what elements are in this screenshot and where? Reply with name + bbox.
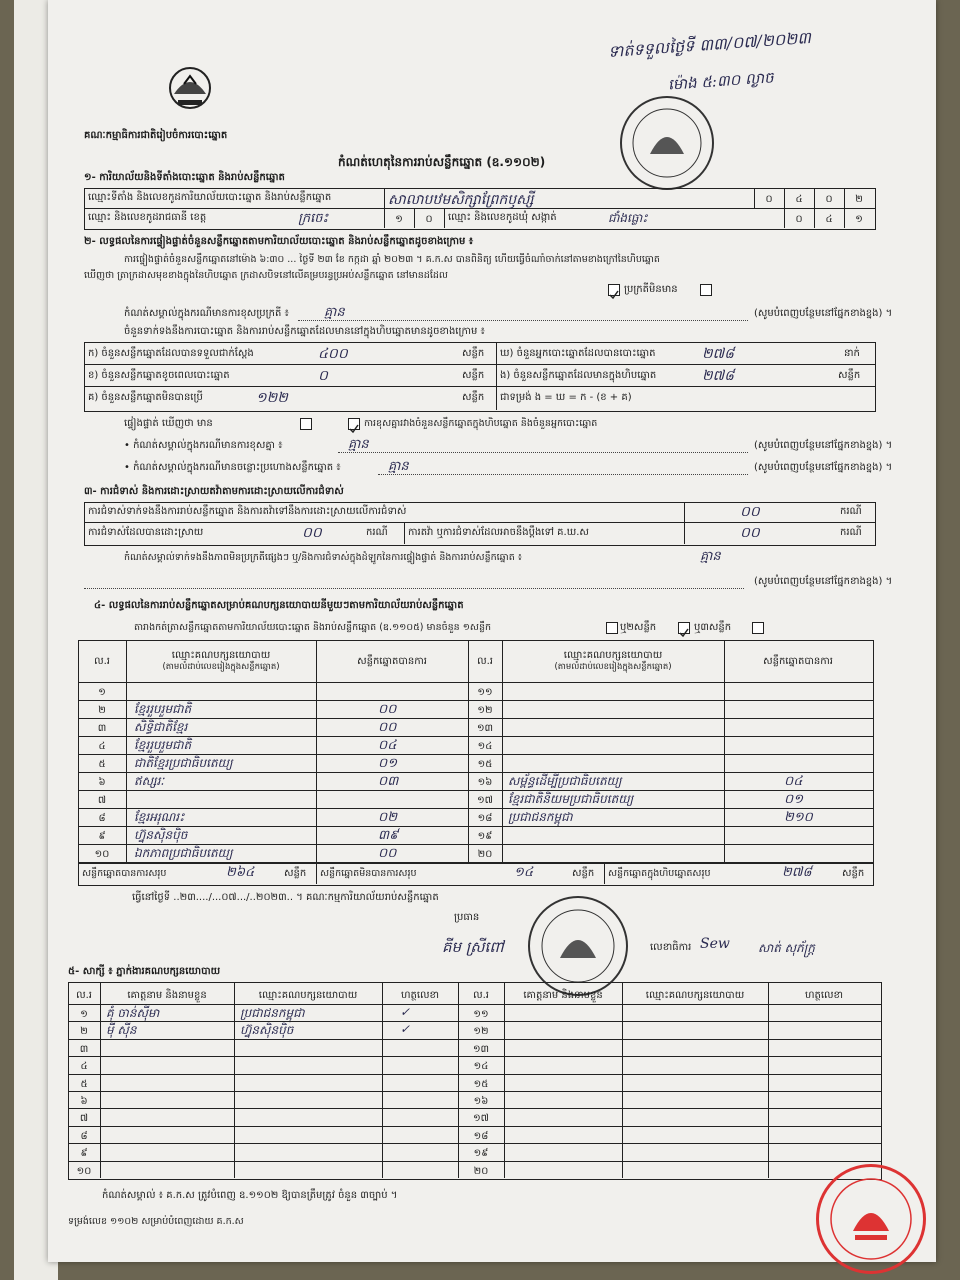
location-code-digit: ០ (825, 194, 833, 205)
mismatch-yes-checkbox[interactable] (300, 418, 312, 430)
result-row-votes: ០០ (378, 846, 397, 861)
result-row-votes: ០៤ (378, 738, 397, 753)
count-a-value: ៤០០ (318, 346, 348, 362)
result-row-votes: ០២ (378, 810, 398, 825)
result-row-no: ៧ (97, 795, 107, 806)
witness-col-party-left: ឈ្មោះគណបក្សនយោបាយ (258, 990, 358, 1001)
section4-intro: តារាងកត់ត្រាសន្លឹកឆ្នោតតាមការិយាល័យបោះឆ្នោត និងរាប់សន្លឹកឆ្នោត (ឧ.១១០៥) មានចំនួន ១សន្លឹក (134, 622, 492, 633)
not-intact-checkbox[interactable] (700, 284, 712, 296)
witness-col-no-left: ល.រ (76, 990, 92, 1001)
col-party-left: ឈ្មោះគណបក្សនយោបាយ (171, 650, 271, 661)
result-row-party: ខ្មែររួបរួមជាតិ (134, 702, 192, 716)
count-b-unit: សន្លឹក (462, 370, 485, 381)
nec-emblem-icon (164, 64, 216, 114)
witness-row-signature: ✓ (400, 1022, 411, 1036)
count-c-value: ១២២ (256, 390, 288, 406)
total-invalid-label: សន្លឹកឆ្នោតមិនបានការសរុប (320, 868, 417, 879)
count-e-value: ២៧៨ (702, 368, 734, 384)
count-a-label: ក) ចំនួនសន្លឹកឆ្នោតដែលបានទទួលជាក់ស្តែង (88, 348, 254, 359)
result-row-no: ១៤ (477, 741, 493, 752)
result-row-no: ១៣ (476, 723, 494, 734)
total-box-unit: សន្លឹក (842, 868, 865, 879)
bullet2-hint: (សូមបំពេញបន្ថែមនៅផ្នែកខាងខ្នង) ។ (754, 462, 893, 473)
committee-name: គណៈកម្មាធិការជាតិរៀបចំការបោះឆ្នោត (84, 130, 228, 141)
result-row-votes: ០១ (378, 756, 398, 771)
location-code-digit: ០ (765, 194, 773, 205)
seal-note-hint: (សូមបំពេញបន្ថែមនៅផ្នែកខាងខ្នង) ។ (754, 308, 893, 319)
col-no-left: ល.រ (94, 656, 110, 667)
count-d-value: ២៧៨ (702, 346, 734, 362)
witness-row-no: ៨ (80, 1131, 88, 1142)
count-c-unit: សន្លឹក (462, 392, 485, 403)
option-three-sheets: ឬ៣សន្លឹក (694, 622, 732, 633)
witness-row-no: ១៧ (473, 1113, 489, 1124)
witness-row-no: ១២ (473, 1026, 489, 1037)
bullet1-label: • កំណត់សម្គាល់ក្នុងករណីមានការខុសគ្នា ៖ (124, 440, 283, 451)
witness-row-no: ២ (80, 1026, 88, 1037)
province-code-digit: ១ (395, 214, 403, 225)
page-title: កំណត់ហេតុនៃការរាប់សន្លឹកឆ្នោត (ឧ.១១០២) (338, 155, 546, 169)
witness-row-no: ១៦ (473, 1096, 489, 1107)
location-code-digit: ២ (855, 194, 863, 205)
witness-row-no: ១០ (76, 1166, 92, 1177)
result-row-votes: ០៣ (378, 774, 399, 789)
col-no-right: ល.រ (477, 656, 493, 667)
commune-code-digit: ១ (855, 214, 863, 225)
province-value: ក្រចេះ (298, 211, 329, 226)
witness-row-no: ១៨ (473, 1131, 489, 1142)
objection-row1-label: ការជំទាស់ទាក់ទងនឹងការរាប់សន្លឹកឆ្នោត និងការតវ៉ាទៅនឹងការដោះស្រាយលើការជំទាស់ (88, 506, 407, 517)
result-row-no: ១៧ (477, 795, 493, 806)
result-row-party: ប្រជាជនកម្ពុជា (508, 810, 573, 824)
objection-row2-unit: ករណី (366, 527, 388, 538)
objection-row2-value: ០០ (302, 525, 322, 541)
result-row-no: ១១ (477, 687, 493, 698)
commune-label: ឈ្មោះ និងលេខកូដឃុំ សង្កាត់ (448, 212, 557, 223)
witness-row-no: ៧ (79, 1113, 89, 1124)
result-row-party: ខ្មែរអរុណរះ (134, 810, 185, 824)
result-row-votes: ០៤ (784, 774, 803, 789)
witness-row-no: ២០ (473, 1166, 489, 1177)
total-valid-label: សន្លឹកឆ្នោតបានការសរុប (82, 868, 167, 879)
witness-col-name-right: គោត្តនាម និងនាមខ្លួន (523, 990, 603, 1001)
mismatch-no-checkbox[interactable] (348, 418, 360, 430)
result-row-no: ១៦ (477, 777, 493, 788)
result-row-party: សិទ្ធិជាតិខ្មែរ (134, 720, 188, 734)
count-e-unit: សន្លឹក (838, 370, 861, 381)
section2-para1: ការផ្ទៀងផ្ទាត់ចំនួនសន្លឹកឆ្នោតនៅម៉ោង ៦:៣០ ... ថ្ងៃទី ២៣ ខែ កក្កដា ឆ្នាំ ២០២៣ ។ គ.ក.ស បានពិនិត្យ ហើយធ្វើចំណាំចាក់នៅតាមខាងក្រៅនៃហិបឆ្នោត (124, 254, 660, 265)
total-invalid-value: ១៤ (514, 865, 534, 880)
result-row-party: ខ្មែររួបរួមជាតិ (134, 738, 192, 752)
result-row-votes: ០០ (378, 720, 397, 735)
result-row-no: ១២ (477, 705, 493, 716)
location-label: ឈ្មោះទីតាំង និងលេខកូដការិយាល័យបោះឆ្នោត និងរាប់សន្លឹកឆ្នោត (88, 192, 332, 203)
objection-row2-label: ការជំទាស់ដែលបានដោះស្រាយ (88, 527, 204, 538)
section2-heading: ២- លទ្ធផលនៃការផ្ទៀងផ្ទាត់ចំនួនសន្លឹកឆ្នោតតាមការិយាល័យបោះឆ្នោត និងរាប់សន្លឹកឆ្នោតដូចខាងក្រោម ៖ (84, 236, 474, 247)
section3-heading: ៣- ការជំទាស់ និងការដោះស្រាយតវ៉ាតាមការដោះស្រាយលើការជំទាស់ (84, 486, 344, 497)
section3-note-value: គ្មាន (700, 549, 721, 564)
objection-row3-value: ០០ (740, 525, 760, 541)
three-sheets-checkbox[interactable] (752, 622, 764, 634)
section1-heading: ១- ការិយាល័យនិងទីតាំងបោះឆ្នោត និងរាប់សន្លឹកឆ្នោត (84, 172, 285, 183)
section3-note-label: កំណត់សម្គាល់ទាក់ទងនឹងភាពមិនប្រក្រតីផ្សេងៗ ឬ/និងការជំទាស់ក្នុងដំឡូកនៃការផ្ទៀងផ្ទាត់ និងការរាប់សន្លឹកឆ្នោត ៖ (124, 552, 522, 563)
seal-note-value: គ្មាន (324, 305, 345, 320)
location-value: សាលាបឋមសិក្សាព្រែកឫស្សី (388, 192, 534, 208)
province-label: ឈ្មោះ និងលេខកូដរាជធានី ខេត្ត (88, 212, 207, 223)
count-c-label: គ) ចំនួនសន្លឹកឆ្នោតមិនបានប្រើ (88, 392, 203, 403)
secretary-label: លេខាធិការ (650, 942, 692, 953)
province-code-digit: ០ (425, 214, 433, 225)
form-number: ទម្រង់លេខ ១១០២ សម្រាប់បំពេញដោយ គ.ក.ស (68, 1216, 244, 1227)
section4-heading: ៤- លទ្ធផលនៃការរាប់សន្លឹកឆ្នោតសម្រាប់គណបក្សនយោបាយនីមួយៗតាមការិយាល័យរាប់សន្លឹកឆ្នោត (94, 600, 464, 611)
result-row-no: ១៨ (477, 813, 493, 824)
result-row-party: ឥស្សរៈ (134, 774, 165, 788)
result-row-votes: ៣៩ (378, 828, 399, 843)
witness-row-no: ៤ (80, 1061, 88, 1072)
result-row-party: ហ្វ៊ុនស៊ិនប៉ិច (134, 828, 188, 842)
option-two-sheets: ឬ២សន្លឹក (620, 622, 657, 633)
commune-value: ជាំងធ្លោះ (608, 211, 648, 225)
witness-row-no: ១ (80, 1009, 88, 1020)
result-row-no: ៦ (98, 777, 106, 788)
commune-code-digit: ៤ (825, 214, 833, 225)
count-b-label: ខ) ចំនួនសន្លឹកឆ្នោតខូចពេលបោះឆ្នោត (88, 370, 230, 381)
result-row-votes: ០០ (378, 702, 397, 717)
count-formula: ជាទម្រង់ ង = ឃ = ក - (ខ + គ) (500, 392, 632, 403)
count-d-unit: នាក់ (844, 348, 860, 359)
witness-row-party: ប្រជាជនកម្ពុជា (240, 1006, 305, 1020)
intact-label: ប្រក្រតីមិនមាន (624, 284, 678, 295)
section3-hint: (សូមបំពេញបន្ថែមនៅផ្នែកខាងខ្នង) ។ (754, 576, 893, 587)
total-valid-unit: សន្លឹក (284, 868, 307, 879)
bullet1-value: គ្មាន (348, 437, 369, 452)
red-official-stamp (816, 1164, 926, 1274)
chair-signature: គីម ស្រីពៅ (442, 938, 504, 956)
total-valid-value: ២៦៤ (226, 865, 255, 880)
witness-row-party: ហ្វ៊ុនស៊ិនប៉ិច (240, 1023, 294, 1037)
count-e-label: ង) ចំនួនសន្លឹកឆ្នោតដែលមានក្នុងហិបឆ្នោត (500, 370, 657, 381)
col-party-right: ឈ្មោះគណបក្សនយោបាយ (563, 650, 663, 661)
result-row-no: ៥ (98, 759, 106, 770)
witness-col-name-left: គោត្តនាម និងនាមខ្លួន (127, 990, 207, 1001)
witness-row-no: ៩ (80, 1148, 88, 1159)
col-votes-right: សន្លឹកឆ្នោតបានការ (763, 656, 833, 667)
match-text: ការខុសគ្នារវាងចំនួនសន្លឹកឆ្នោតក្នុងហិបឆ្នោត និងចំនួនអ្នកបោះឆ្នោត (364, 418, 598, 429)
items-intro: ចំនួនទាក់ទងនឹងការបោះឆ្នោត និងការរាប់សន្លឹកឆ្នោតដែលមាននៅក្នុងហិបឆ្នោតមានដូចខាងក្រោម ៖ (124, 326, 485, 337)
witness-row-name: ម៉ី ស៊ីន (106, 1023, 137, 1037)
total-box-value: ២៧៨ (782, 865, 812, 880)
bullet1-hint: (សូមបំពេញបន្ថែមនៅផ្នែកខាងខ្នង) ។ (754, 440, 893, 451)
result-row-no: ១៩ (477, 831, 493, 842)
total-box-label: សន្លឹកឆ្នោតក្នុងហិបឆ្នោតសរុប (608, 868, 711, 879)
result-row-no: ១៥ (477, 759, 493, 770)
result-row-no: ១ (98, 687, 106, 698)
witness-col-sign-right: ហត្ថលេខា (804, 990, 844, 1001)
witness-row-no: ៣ (79, 1044, 89, 1055)
total-invalid-unit: សន្លឹក (572, 868, 595, 879)
count-a-unit: សន្លឹក (462, 348, 485, 359)
result-row-no: ២ (98, 705, 106, 716)
intact-checkbox[interactable] (608, 284, 620, 296)
result-row-votes: ២១០ (784, 810, 813, 825)
witness-col-sign-left: ហត្ថលេខា (400, 990, 440, 1001)
witness-row-no: ១៩ (473, 1148, 489, 1159)
objection-row3-unit: ករណី (840, 527, 862, 538)
bullet2-value: គ្មាន (388, 459, 409, 474)
witness-row-no: ១៣ (472, 1044, 490, 1055)
result-row-no: ៩ (98, 831, 106, 842)
objection-row1-unit: ករណី (840, 506, 862, 517)
objection-row1-value: ០០ (740, 504, 760, 520)
witness-row-no: ១៥ (473, 1079, 489, 1090)
result-row-no: ៣ (97, 723, 107, 734)
location-code-digit: ៤ (795, 194, 803, 205)
witness-row-no: ១៤ (473, 1061, 489, 1072)
section2-para2: ឃើញថា ត្រាក្រដាសមុខខាងក្នុងនៃហិបឆ្នោត ក្រដាសបិទនៅលើគម្របរន្ធប្រអប់សន្លឹកឆ្នោត នៅមានដដែល (84, 270, 448, 281)
one-sheet-checkbox[interactable] (606, 622, 618, 634)
witness-row-signature: ✓ (400, 1005, 411, 1019)
result-row-party: សម្ព័ន្ធដើម្បីប្រជាធិបតេយ្យ (508, 774, 622, 788)
witness-row-no: ៥ (80, 1079, 88, 1090)
result-row-no: ៨ (98, 813, 106, 824)
count-d-label: ឃ) ចំនួនអ្នកបោះឆ្នោតដែលបានបោះឆ្នោត (500, 348, 656, 359)
result-row-party: ឯកភាពប្រជាធិបតេយ្យ (134, 846, 233, 860)
witness-row-name: គុំ ចាន់ស៊ីមា (106, 1006, 160, 1020)
section5-heading: ៥- សាក្សី ៖ ភ្នាក់ងារគណបក្សនយោបាយ (68, 966, 221, 977)
secretary-name: សាត់ សុភ័ក្ត្រ (758, 941, 815, 955)
document-page (48, 0, 936, 1262)
handwritten-time-note: ម៉ោង ៥:៣០ ល្ងាច (667, 68, 775, 94)
commune-code-digit: ០ (795, 214, 803, 225)
col-party-sub-left: (តាមលំដាប់លេខរៀងក្នុងសន្លឹកឆ្នោត) (162, 662, 280, 672)
objection-row3-label: ការតវ៉ា ឬការជំទាស់ដែលអាចនឹងប្តឹងទៅ គ.ឃ.ស (408, 527, 589, 538)
result-row-votes: ០១ (784, 792, 804, 807)
seal-note-label: កំណត់សម្គាល់ក្នុងករណីមានការខុសប្រក្រតី ៖ (124, 308, 289, 319)
witness-row-no: ១១ (473, 1009, 489, 1020)
chair-label: ប្រធាន (454, 912, 480, 923)
two-sheets-checkbox[interactable] (678, 622, 690, 634)
official-stamp-top (620, 96, 714, 190)
result-row-no: ៤ (98, 741, 106, 752)
witness-col-party-right: ឈ្មោះគណបក្សនយោបាយ (645, 990, 745, 1001)
count-b-value: ០ (318, 368, 328, 384)
result-row-party: ជាតិខ្មែរប្រជាធិបតេយ្យ (134, 756, 233, 770)
result-row-no: ២០ (477, 849, 493, 860)
col-party-sub-right: (តាមលំដាប់លេខរៀងក្នុងសន្លឹកឆ្នោត) (554, 662, 672, 672)
match-label: ផ្ទៀងផ្ទាត់ ឃើញថា មាន (124, 418, 213, 429)
bullet2-label: • កំណត់សម្គាល់ក្នុងករណីមានចន្លោះប្រហោងសន្លឹកឆ្នោត ៖ (124, 462, 341, 473)
signing-date-line: ធ្វើនៅថ្ងៃទី ..២៣..../...០៧.../..២០២៣.. ។ គណៈកម្មការិយាល័យរាប់សន្លឹកឆ្នោត (132, 892, 439, 903)
witness-col-no-right: ល.រ (473, 990, 489, 1001)
witness-row-no: ៦ (80, 1096, 88, 1107)
totals-row (78, 862, 874, 886)
handwritten-date-note: ទាត់ទទួលថ្ងៃទី ៣៣/០៧/២០២៣ (607, 27, 812, 62)
footnote: កំណត់សម្គាល់ ៖ គ.ក.ស ត្រូវបំពេញ ឧ.១១០២ ឱ្យបានត្រឹមត្រូវ ចំនួន ៣ច្បាប់ ។ (102, 1190, 398, 1201)
col-votes-left: សន្លឹកឆ្នោតបានការ (357, 656, 427, 667)
secretary-signature: Sew (700, 936, 730, 952)
result-row-no: ១០ (94, 849, 110, 860)
official-stamp-middle (528, 896, 628, 996)
result-row-party: ខ្មែរជាតិនិយមប្រជាធិបតេយ្យ (508, 792, 634, 806)
